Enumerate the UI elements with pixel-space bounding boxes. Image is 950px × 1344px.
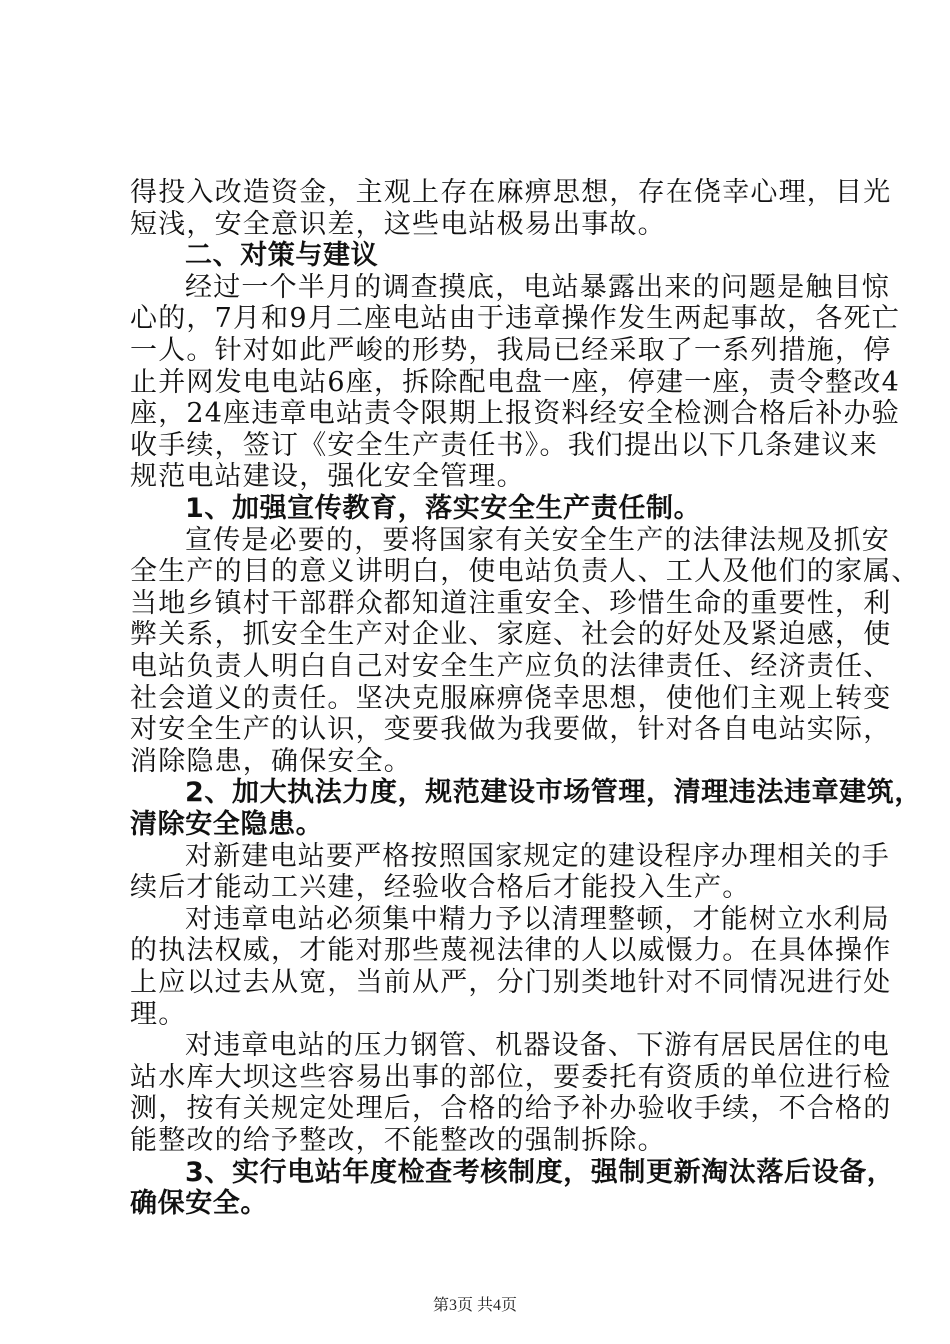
paragraph-line: 止并网发电电站6座，拆除配电盘一座，停建一座，责令整改4 — [130, 366, 900, 398]
paragraph-line: 续后才能动工兴建，经验收合格后才能投入生产。 — [130, 872, 751, 904]
paragraph-line: 心的，7月和9月二座电站由于违章操作发生两起事故，各死亡 — [130, 303, 900, 335]
paragraph-line: 对违章电站的压力钢管、机器设备、下游有居民居住的电 — [185, 1030, 890, 1062]
paragraph-line: 上应以过去从宽，当前从严，分门别类地针对不同情况进行处 — [130, 967, 892, 998]
page-footer: 第3页 共4页 — [432, 1297, 517, 1314]
paragraph-line: 规范电站建设，强化安全管理。 — [130, 461, 525, 493]
paragraph-line: 对安全生产的认识，变要我做为我要做，针对各自电站实际， — [130, 714, 892, 746]
paragraph-line: 一人。针对如此严峻的形势，我局已经采取了一系列措施，停 — [130, 335, 892, 366]
subheading-3-cont: 确保安全。 — [130, 1188, 268, 1220]
paragraph-line: 对新建电站要严格按照国家规定的建设程序办理相关的手 — [185, 840, 890, 872]
paragraph-line: 座，24座违章电站责令限期上报资料经安全检测合格后补办验 — [130, 398, 900, 430]
paragraph-line: 短浅，安全意识差，这些电站极易出事故。 — [130, 208, 666, 240]
paragraph-line: 的执法权威，才能对那些蔑视法律的人以威慑力。在具体操作 — [130, 935, 892, 967]
subheading-2: 2、加大执法力度，规范建设市场管理，清理违法违章建筑， — [185, 777, 922, 809]
paragraph-line: 收手续，签订《安全生产责任书》。我们提出以下几条建议来 — [130, 429, 878, 461]
subheading-2-cont: 清除安全隐患。 — [130, 809, 324, 840]
subheading-1: 1、加强宣传教育，落实安全生产责任制。 — [185, 493, 702, 524]
paragraph-line: 宣传是必要的，要将国家有关安全生产的法律法规及抓安 — [185, 524, 890, 556]
paragraph-line: 理。 — [130, 998, 187, 1030]
paragraph-line: 当地乡镇村干部群众都知道注重安全、珍惜生命的重要性，利 — [130, 587, 892, 619]
paragraph-line: 测，按有关规定处理后，合格的给予补办验收手续，不合格的 — [130, 1093, 892, 1125]
paragraph-line: 站水库大坝这些容易出事的部位，要委托有资质的单位进行检 — [130, 1061, 892, 1093]
paragraph-line: 消除隐患，确保安全。 — [130, 745, 412, 777]
subheading-3: 3、实行电站年度检查考核制度，强制更新淘汰落后设备， — [185, 1156, 895, 1188]
paragraph-line: 电站负责人明白自己对安全生产应负的法律责任、经济责任、 — [130, 651, 892, 682]
paragraph-line: 能整改的给予整改，不能整改的强制拆除。 — [130, 1125, 666, 1156]
paragraph-line: 经过一个半月的调查摸底，电站暴露出来的问题是触目惊 — [185, 271, 890, 303]
paragraph-line: 社会道义的责任。坚决克服麻痹侥幸思想，使他们主观上转变 — [130, 682, 892, 714]
paragraph-line: 全生产的目的意义讲明白，使电站负责人、工人及他们的家属、 — [130, 556, 920, 588]
paragraph-line: 弊关系，抓安全生产对企业、家庭、社会的好处及紧迫感，使 — [130, 619, 892, 651]
paragraph-line: 得投入改造资金，主观上存在麻痹思想，存在侥幸心理，目光 — [130, 177, 892, 208]
section-heading: 二、对策与建议 — [185, 240, 379, 272]
paragraph-line: 对违章电站必须集中精力予以清理整顿，才能树立水利局 — [185, 903, 890, 935]
